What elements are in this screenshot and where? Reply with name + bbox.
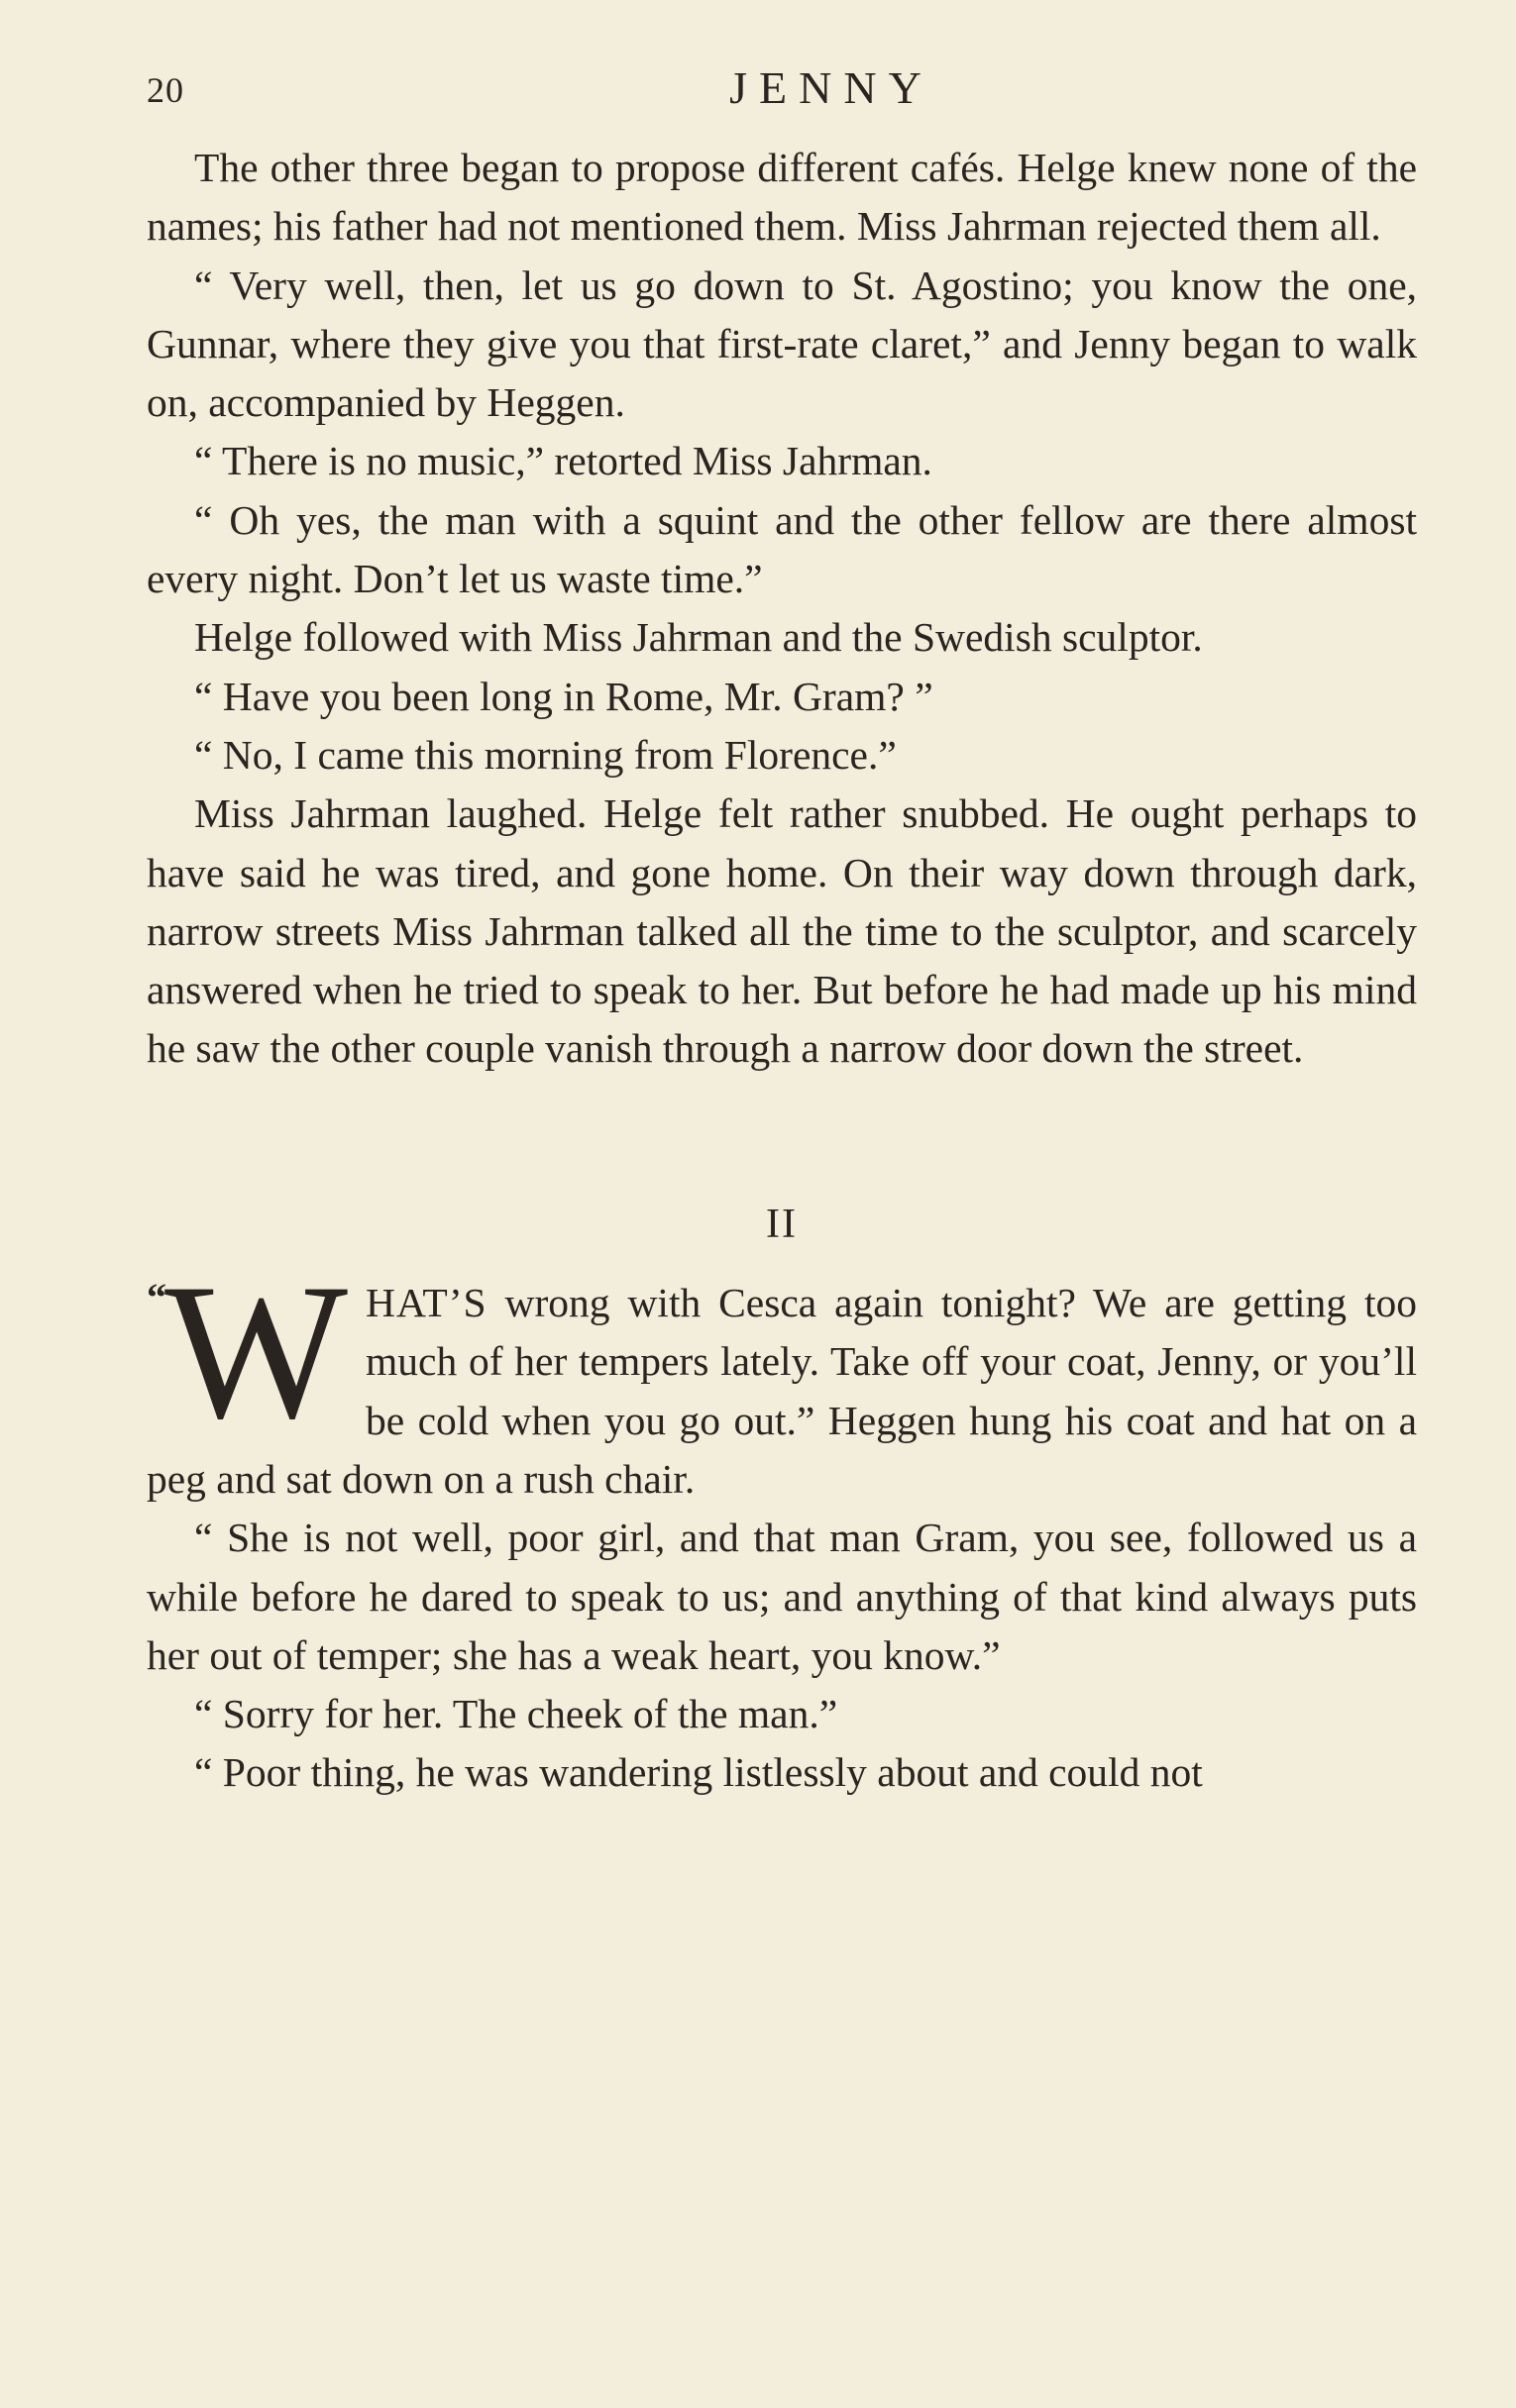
paragraph-text: wrong with Cesca again tonight? We are getting too much of her tempers lately. Take off your coat, Jenny, or you’ll be cold when you go out.” Heggen hung his coat and hat on a peg and sat down on a rush chair. (147, 1280, 1417, 1502)
section-number: II (766, 1201, 798, 1247)
opening-quote: “ (147, 1275, 166, 1320)
paragraph: “ There is no music,” retorted Miss Jahrman. (194, 438, 932, 484)
paragraph: “ Sorry for her. The cheek of the man.” (194, 1691, 838, 1737)
drop-cap: W (164, 1244, 348, 1460)
paragraph: “ Very well, then, let us go down to St. Agostino; you know the one, Gunnar, where they give you that first-rate claret,” and Jenny began to walk on, accompanied by Heggen. (147, 262, 1417, 426)
small-caps-word: HAT’S (366, 1280, 487, 1326)
paragraph-with-drop-cap (147, 1244, 1417, 1509)
page-number: 20 (147, 70, 184, 110)
paragraph: The other three began to propose different cafés. Helge knew none of the names; his father had not mentioned them. Miss Jahrman rejected them all. (147, 145, 1417, 250)
paragraph: Miss Jahrman laughed. Helge felt rather snubbed. He ought perhaps to have said he was tired, and gone home. On their way down through dark, narrow streets Miss Jahrman talked all the time to the sculptor, and scarcely answered when he tried to speak to her. But before he had made up his mind he saw the other couple vanish through a narrow door down the street. (147, 790, 1417, 1072)
paragraph: “ Have you been long in Rome, Mr. Gram? ” (194, 673, 933, 719)
running-head (147, 61, 1417, 121)
running-title: JENNY (729, 62, 933, 113)
paragraph: “ Oh yes, the man with a squint and the other fellow are there almost every night. Don’t let us waste time.” (147, 496, 1417, 602)
paragraph: “ No, I came this morning from Florence.” (194, 731, 897, 778)
paragraph: Helge followed with Miss Jahrman and the Swedish sculptor. (194, 614, 1203, 661)
body-text (147, 139, 1417, 1803)
paragraph: “ She is not well, poor girl, and that man Gram, you see, followed us a while before he dared to speak to us; and anything of that kind always puts her out of temper; she has a weak heart, you know.” (147, 1515, 1417, 1678)
paragraph: “ Poor thing, he was wandering listlessly about and could not (194, 1749, 1203, 1796)
